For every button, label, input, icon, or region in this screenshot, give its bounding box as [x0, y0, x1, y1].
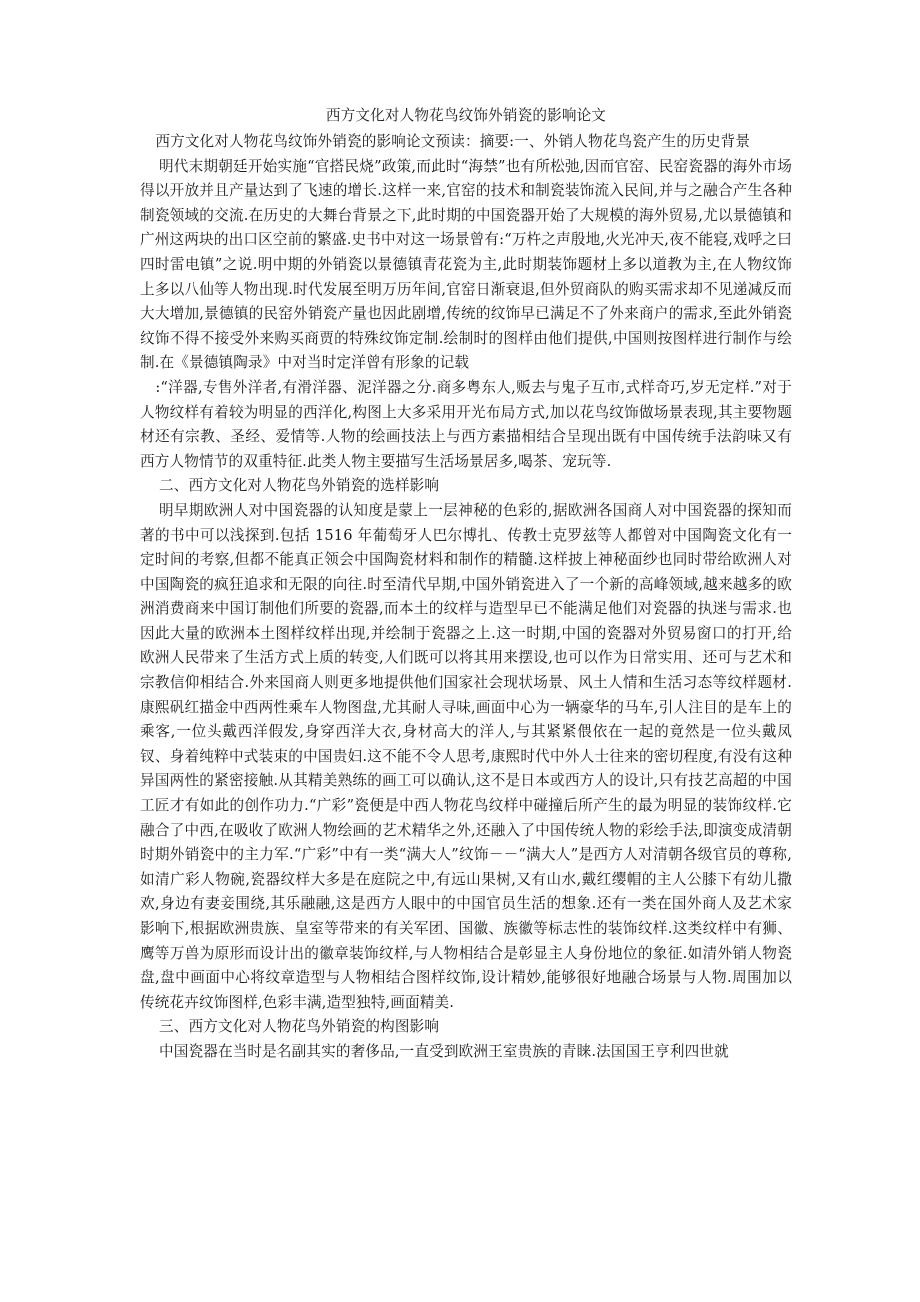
document-title: 西方文化对人物花鸟纹饰外销瓷的影响论文	[325, 107, 607, 124]
paragraph-2: :“洋器,专售外洋者,有滑洋器、泥洋器之分.商多粤东人,贩去与鬼子互市,式样奇巧,岁无定样.”对于人物纹样有着较为明显的西洋化,构图上大多采用开光布局方式,加以花鸟纹饰做场景表现,其主要物题材还有宗教、圣经、爱情等.人物的绘画技法上与西方素描相结合呈现出既有中国传统手法韵味又有西方人物情节的双重特征.此类人物主要描写生活场景居多,喝茶、宠玩等.	[140, 378, 792, 470]
section-heading-3: 三、西方文化对人物花鸟外销瓷的构图影响	[158, 1018, 440, 1036]
paragraph-4: 中国瓷器在当时是名副其实的奢侈品,一直受到欧洲王室贵族的青睐.法国国王亨利四世就	[158, 1042, 729, 1060]
document-preview: 西方文化对人物花鸟纹饰外销瓷的影响论文预读：摘要:一、外销人物花鸟瓷产生的历史背景	[155, 133, 751, 150]
document-page	[140, 104, 792, 1065]
paragraph-1: 明代末期朝廷开始实施“官搭民烧”政策,而此时“海禁”也有所松弛,因而官窑、民窑瓷器的海外市场得以开放并且产量达到了飞速的增长.这样一来,官窑的技术和制瓷装饰流入民间,并与之融合产生各种制瓷领域的交流.在历史的大舞台背景之下,此时期的中国瓷器开始了大规模的海外贸易,尤以景德镇和广州这两块的出口区空前的繁盛.史书中对这一场景曾有:“万杵之声殷地,火光冲天,夜不能寝,戏呼之曰四时雷电镇”之说.明中期的外销瓷以景德镇青花瓷为主,此时期装饰题材上多以道教为主,在人物纹饰上多以八仙等人物出现.时代发展至明万历年间,官窑日渐衰退,但外贸商队的购买需求却不见递减反而大大增加,景德镇的民窑外销瓷产量也因此剧增,传统的纹饰早已满足不了外来商户的需求,至此外销瓷纹饰不得不接受外来购买商贾的特殊纹饰定制.绘制时的图样由他们提供,中国则按图样进行制作与绘制.在《景德镇陶录》中对当时定洋曾有形象的记载	[140, 157, 792, 372]
section-heading-2: 二、西方文化对人物花鸟外销瓷的选样影响	[158, 477, 440, 495]
paragraph-3: 明早期欧洲人对中国瓷器的认知度是蒙上一层神秘的色彩的,据欧洲各国商人对中国瓷器的探知而著的书中可以浅探到.包括 1516 年葡萄牙人巴尔博扎、传教士克罗兹等人都曾对中国陶瓷文化有一定时间的考察,但都不能真正领会中国陶瓷材料和制作的精髓.这样披上神秘面纱也同时带给欧洲人对中国陶瓷的疯狂追求和无限的向往.时至清代早期,中国外销瓷进入了一个新的高峰领域,越来越多的欧洲消费商来中国订制他们所要的瓷器,而本土的纹样与造型早已不能满足他们对瓷器的执迷与需求.也因此大量的欧洲本土图样纹样出现,并绘制于瓷器之上.这一时期,中国的瓷器对外贸易窗口的打开,给欧洲人民带来了生活方式上质的转变,人们既可以将其用来摆设,也可以作为日常实用、还可与艺术和宗教信仰相结合.外来国商人则更多地提供他们国家社会现状场景、风土人情和生活习态等纹样题材.康熙矾红描金中西两性乘车人物图盘,尤其耐人寻味,画面中心为一辆豪华的马车,引人注目的是车上的乘客,一位头戴西洋假发,身穿西洋大衣,身材高大的洋人,与其紧紧偎依在一起的竟然是一位头戴凤钗、身着纯粹中式装束的中国贵妇.这不能不令人思考,康熙时代中外人士往来的密切程度,有没有这种异国两性的紧密接触.从其精美熟练的画工可以确认,这不是日本或西方人的设计,只有技艺高超的中国工匠才有如此的创作功力.“广彩”瓷便是中西人物花鸟纹样中碰撞后所产生的最为明显的装饰纹样.它融合了中西,在吸收了欧洲人物绘画的艺术精华之外,还融入了中国传统人物的彩绘手法,即演变成清朝时期外销瓷中的主力军.“广彩”中有一类“满大人”纹饰－－“满大人”是西方人对清朝各级官员的尊称,如清广彩人物碗,瓷器纹样大多是在庭院之中,有远山果树,又有山水,戴红缨帽的主人公膝下有幼儿撒欢,身边有妻妾围绕,其乐融融,这是西方人眼中的中国官员生活的想象.还有一类在国外商人及艺术家影响下,根据欧洲贵族、皇室等带来的有关军团、国徽、族徽等标志性的装饰纹样.这类纹样中有狮、鹰等万兽为原形而设计出的徽章装饰纹样,与人物相结合是彰显主人身份地位的象征.如清外销人物瓷盘,盘中画面中心将纹章造型与人物相结合图样纹饰,设计精妙,能够很好地融合场景与人物.周围加以传统花卉纹饰图样,色彩丰满,造型独特,画面精美.	[140, 501, 792, 1011]
